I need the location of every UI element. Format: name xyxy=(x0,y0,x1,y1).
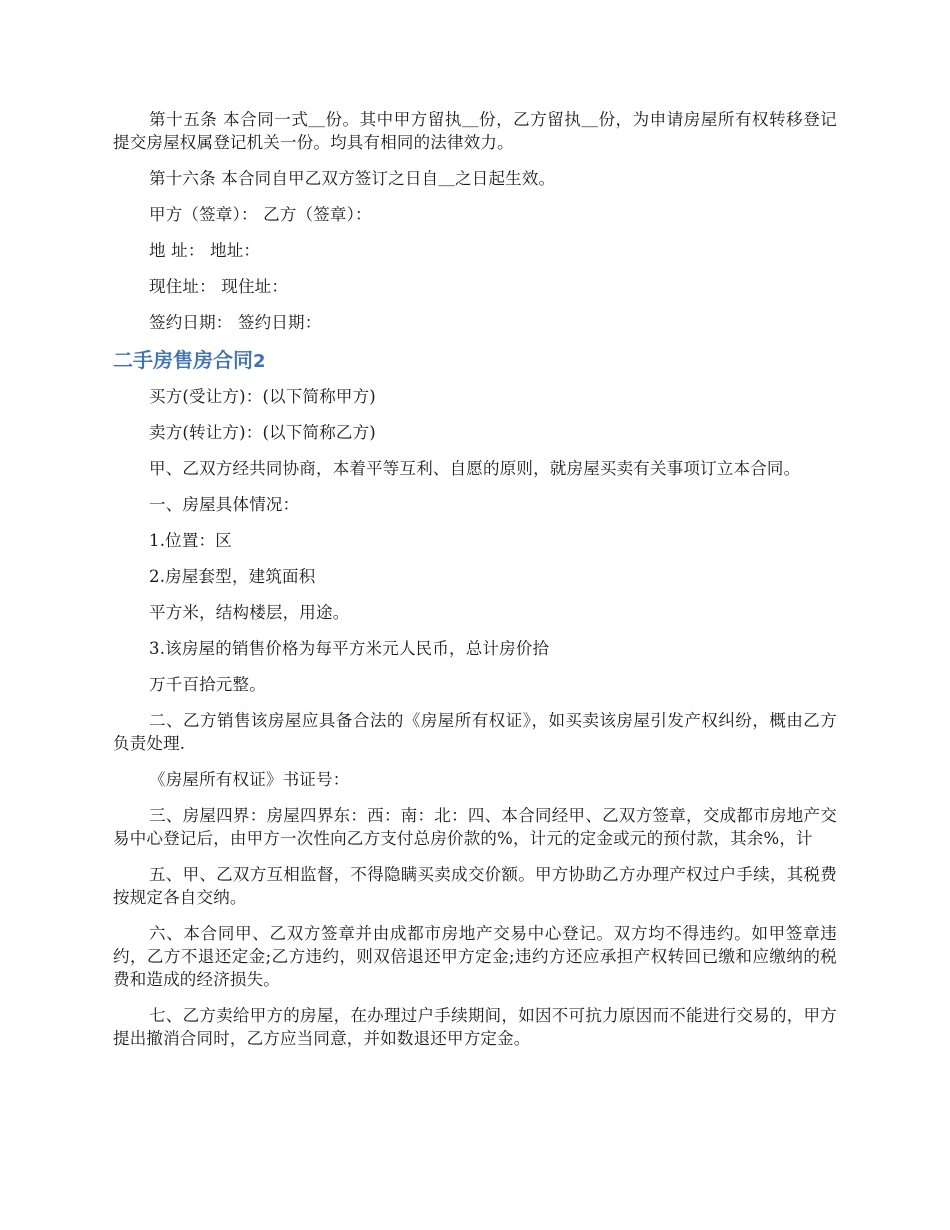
article-5: 五、甲、乙双方互相监督，不得隐瞒买卖成交价额。甲方协助乙方办理产权过户手续，其税费按规定各自交纳。 xyxy=(113,865,837,907)
section-heading-number: 2 xyxy=(253,351,266,372)
clause-15: 第十五条 本合同一式＿份。其中甲方留执＿份，乙方留执＿份，为申请房屋所有权转移登记提交房屋权属登记机关一份。均具有相同的法律效力。 xyxy=(113,110,837,152)
section-heading xyxy=(113,347,837,375)
article-7: 七、乙方卖给甲方的房屋，在办理过户手续期间，如因不可抗力原因而不能进行交易的，甲方提出撤消合同时，乙方应当同意，并如数退还甲方定金。 xyxy=(113,1006,837,1048)
article-1-total: 万千百拾元整。 xyxy=(149,675,266,694)
address-line: 地 址： 地址： xyxy=(149,241,261,260)
article-1-area: 平方米，结构楼层，用途。 xyxy=(149,603,350,622)
article-1-layout: 2.房屋套型，建筑面积 xyxy=(149,567,316,586)
certificate-number: 《房屋所有权证》书证号： xyxy=(149,770,350,789)
article-3-4: 三、房屋四界：房屋四界东：西：南：北：四、本合同经甲、乙双方签章，交成都市房地产交易中心登记后，由甲方一次性向乙方支付总房价款的%，计元的定金或元的预付款，其余%，计 xyxy=(113,806,837,848)
sign-date-line: 签约日期： 签约日期： xyxy=(149,313,322,332)
seller-line: 卖方(转让方)：(以下简称乙方) xyxy=(149,423,376,442)
buyer-line: 买方(受让方)：(以下简称甲方) xyxy=(149,387,376,406)
preamble: 甲、乙双方经共同协商，本着平等互利、自愿的原则，就房屋买卖有关事项订立本合同。 xyxy=(149,459,801,478)
current-address-line: 现住址： 现住址： xyxy=(149,277,289,296)
section-heading-title: 二手房售房合同 xyxy=(113,348,253,372)
article-1-price: 3.该房屋的销售价格为每平方米元人民币，总计房价拾 xyxy=(149,639,550,658)
article-6: 六、本合同甲、乙双方签章并由成都市房地产交易中心登记。双方均不得违约。如甲签章违约，乙方不退还定金;乙方违约，则双倍退还甲方定金;违约方还应承担产权转回已缴和应缴纳的税费和造成的经济损失。 xyxy=(113,924,837,989)
document-page xyxy=(113,108,837,1063)
article-1-title: 一、房屋具体情况： xyxy=(149,495,300,514)
signature-line: 甲方（签章）： 乙方（签章）： xyxy=(149,205,372,224)
clause-16: 第十六条 本合同自甲乙双方签订之日自＿之日起生效。 xyxy=(149,169,556,188)
article-1-location: 1.位置：区 xyxy=(149,531,232,550)
article-2: 二、乙方销售该房屋应具备合法的《房屋所有权证》，如买卖该房屋引发产权纠纷，概由乙方负责处理. xyxy=(113,711,837,753)
